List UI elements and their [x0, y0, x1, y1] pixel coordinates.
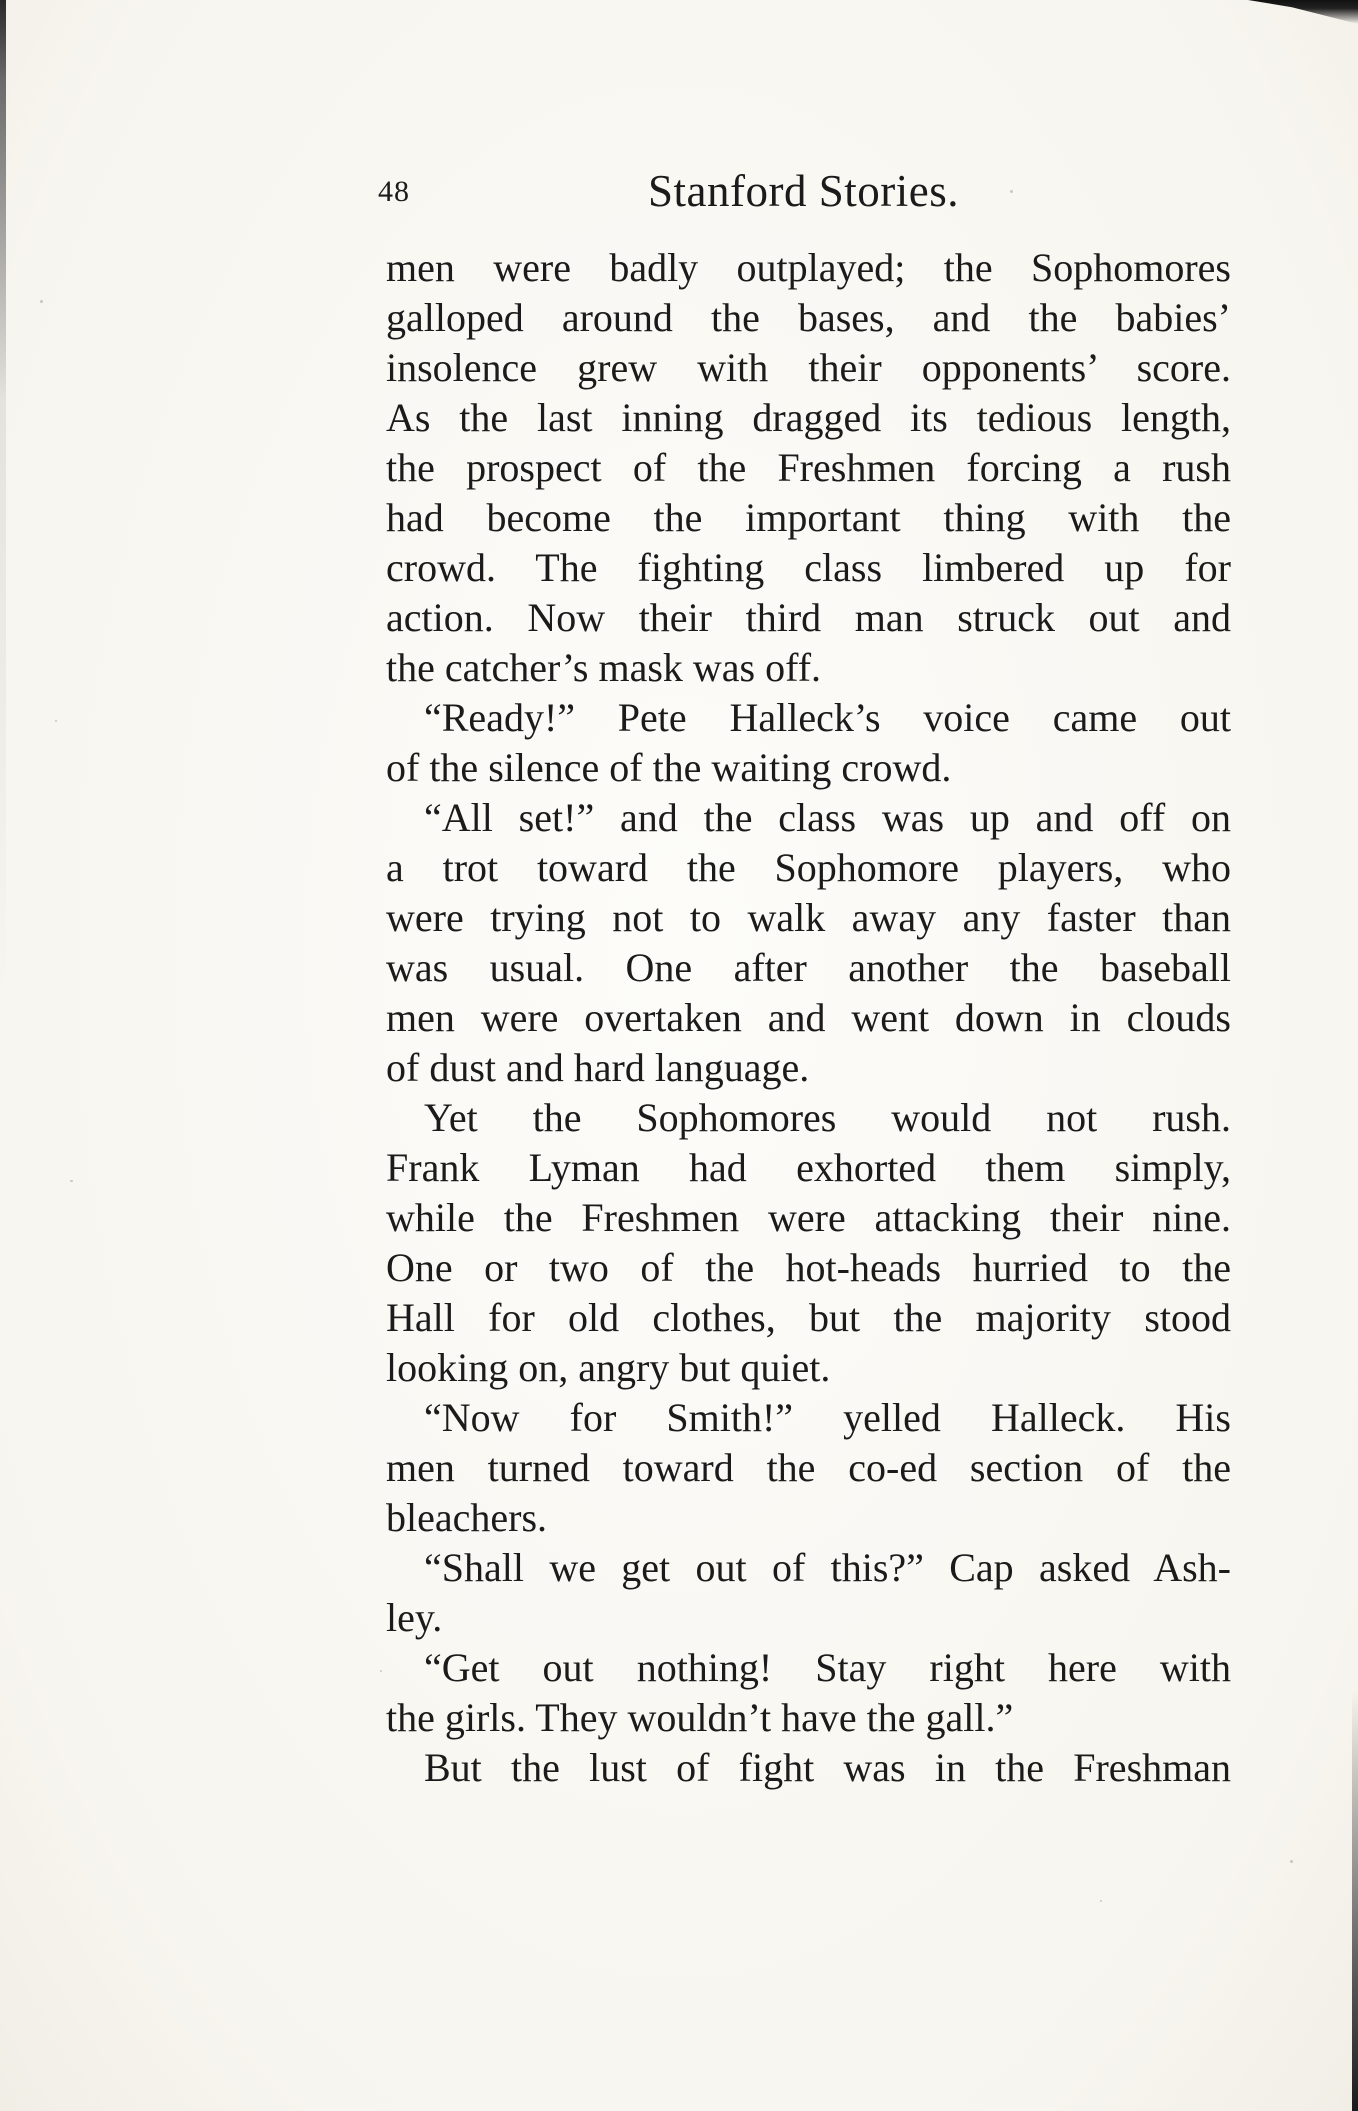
text-line: men turned toward the co-ed section of the: [386, 1445, 1231, 1490]
text-line: Frank Lyman had exhorted them simply,: [386, 1145, 1231, 1190]
text-line: bleachers.: [386, 1495, 548, 1540]
text-line: One or two of the hot-heads hurried to the: [386, 1245, 1231, 1290]
text-line: of the silence of the waiting crowd.: [386, 745, 952, 790]
running-title: Stanford Stories.: [648, 166, 959, 216]
text-line: men were overtaken and went down in clouds: [386, 995, 1231, 1040]
text-line: ley.: [386, 1595, 443, 1640]
text-line: the catcher’s mask was off.: [386, 645, 822, 690]
text-line: had become the important thing with the: [386, 495, 1231, 540]
body-text: [386, 243, 1231, 1793]
text-line: action. Now their third man struck out and: [386, 595, 1231, 640]
text-line: the prospect of the Freshmen forcing a rush: [386, 445, 1231, 490]
page-edge-shadow-top-right: [1248, 0, 1358, 24]
text-line: insolence grew with their opponents’ score.: [386, 345, 1231, 390]
text-line: crowd. The fighting class limbered up for: [386, 545, 1231, 590]
paper-speck: [1290, 1860, 1293, 1863]
text-line: “Ready!” Pete Halleck’s voice came out: [424, 695, 1231, 740]
text-line: “All set!” and the class was up and off on: [424, 795, 1231, 840]
paper-speck: [40, 300, 43, 303]
page-edge-shadow-left: [0, 0, 6, 1000]
text-line: “Shall we get out of this?” Cap asked Ash-: [424, 1545, 1231, 1590]
text-line: while the Freshmen were attacking their nine.: [386, 1195, 1231, 1240]
text-line: galloped around the bases, and the babies’: [386, 295, 1231, 340]
text-line: “Now for Smith!” yelled Halleck. His: [424, 1395, 1231, 1440]
text-line: “Get out nothing! Stay right here with: [424, 1645, 1231, 1690]
page-header: [378, 165, 1238, 225]
text-line: Yet the Sophomores would not rush.: [424, 1095, 1231, 1140]
text-line: was usual. One after another the baseball: [386, 945, 1231, 990]
page-edge-shadow-bottom-right: [1352, 1691, 1358, 2111]
page-number: 48: [378, 175, 410, 208]
paper-speck: [70, 1180, 73, 1182]
text-line: a trot toward the Sophomore players, who: [386, 845, 1231, 890]
text-line: men were badly outplayed; the Sophomores: [386, 245, 1231, 290]
text-line: As the last inning dragged its tedious length,: [386, 395, 1231, 440]
text-line: the girls. They wouldn’t have the gall.”: [386, 1695, 1014, 1740]
text-line: were trying not to walk away any faster than: [386, 895, 1231, 940]
text-line: But the lust of fight was in the Freshman: [424, 1745, 1231, 1790]
paper-speck: [380, 1670, 382, 1672]
paper-speck: [1100, 1900, 1102, 1902]
paper-speck: [55, 720, 57, 722]
text-line: Hall for old clothes, but the majority stood: [386, 1295, 1231, 1340]
text-line: of dust and hard language.: [386, 1045, 810, 1090]
text-line: looking on, angry but quiet.: [386, 1345, 831, 1390]
